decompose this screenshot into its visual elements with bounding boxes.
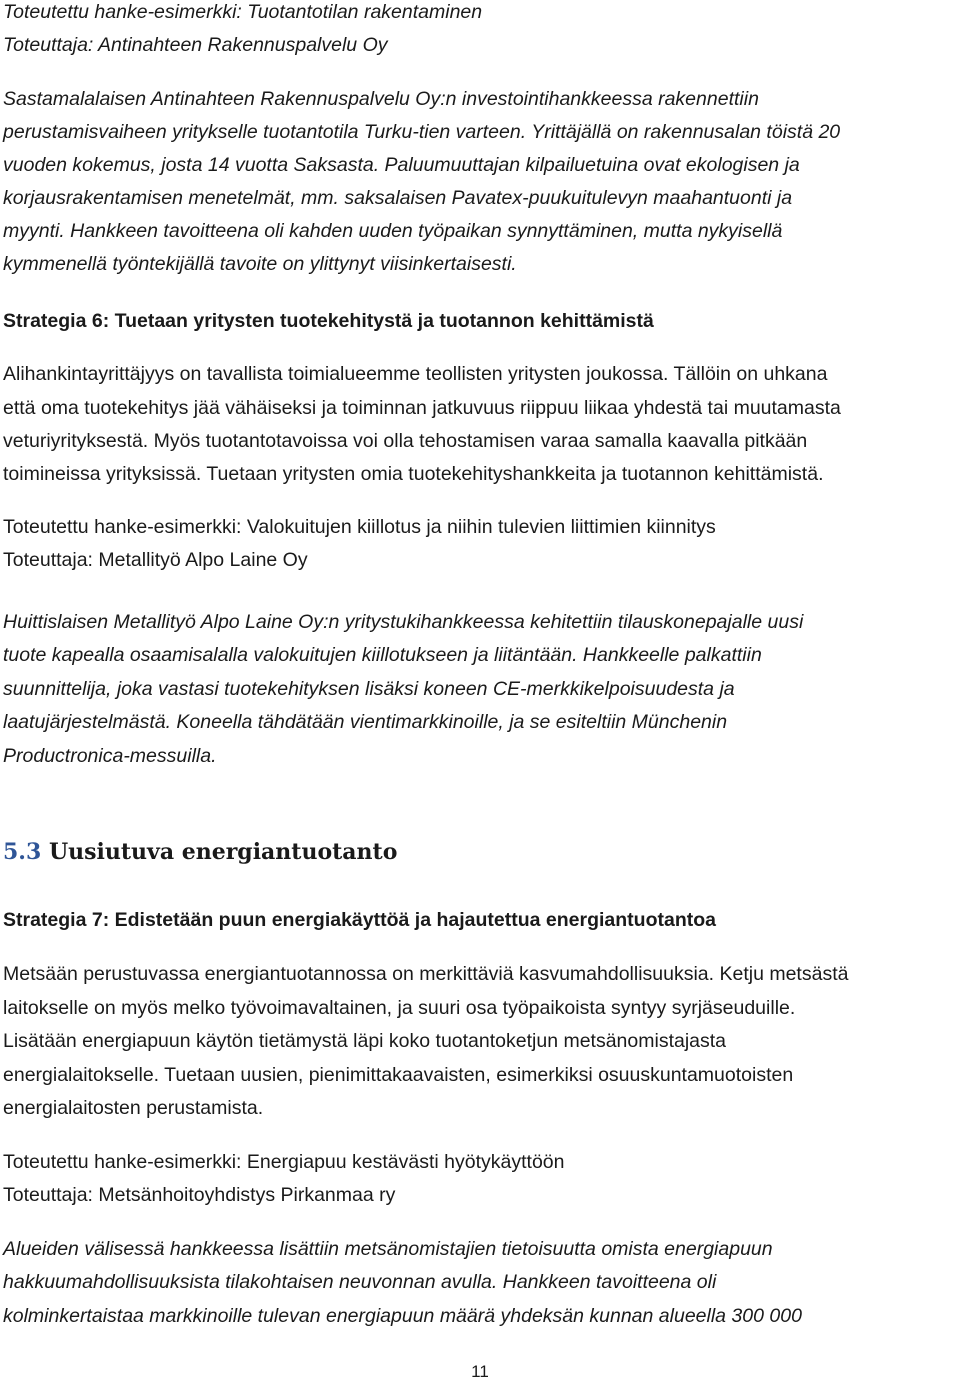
paragraph-line: laatujärjestelmästä. Koneella tähdätään vientimarkkinoille, ja se esiteltiin Münchenin [3,711,728,733]
section-number: 5.3 [3,839,42,865]
paragraph-line: Alueiden välisessä hankkeessa lisättiin metsänomistajien tietoisuutta omista energiapuun [3,1238,773,1260]
paragraph-line: Huittislaisen Metallityö Alpo Laine Oy:n yritystukihankkeessa kehitettiin tilauskonepajalle uusi [3,611,804,633]
paragraph-line: energialaitokselle. Tuetaan uusien, pienimittakaavaisten, esimerkiksi osuuskuntamuotoisten [3,1064,794,1086]
example-title-line: Toteutettu hanke-esimerkki: Tuotantotilan rakentaminen [3,1,483,23]
implementer-line: Toteuttaja: Metallityö Alpo Laine Oy [3,549,308,571]
strategy-heading: Strategia 6: Tuetaan yritysten tuotekehitystä ja tuotannon kehittämistä [3,310,654,332]
paragraph-line: suunnittelija, joka vastasi tuotekehityksen lisäksi koneen CE-merkkikelpoisuudesta ja [3,678,735,700]
implementer-line: Toteuttaja: Antinahteen Rakennuspalvelu Oy [3,34,388,56]
page-number: 11 [471,1362,489,1381]
paragraph-line: energialaitosten perustamista. [3,1097,264,1119]
paragraph-line: veturiyrityksestä. Myös tuotantotavoissa voi olla tehostamisen varaa samalla kaavalla pitkään [3,430,808,452]
paragraph-line: toimineissa yrityksissä. Tuetaan yritysten omia tuotekehityshankkeita ja tuotannon kehittämistä. [3,463,824,485]
paragraph-line: Productronica-messuilla. [3,745,217,767]
section-title: Uusiutuva energiantuotanto [48,839,398,865]
paragraph-line: Alihankintayrittäjyys on tavallista toimialueemme teollisten yritysten joukossa. Tällöin on uhkana [3,363,828,385]
paragraph-line: perustamisvaiheen yritykselle tuotantotila Turku-tien varteen. Yrittäjällä on rakennusalan töistä 20 [3,121,841,143]
paragraph-line: Sastamalalaisen Antinahteen Rakennuspalvelu Oy:n investointihankkeessa rakennettiin [3,88,759,110]
paragraph-line: tuote kapealla osaamisalalla valokuitujen kiillotukseen ja liitäntään. Hankkeelle palkattiin [3,644,762,666]
example-title-line: Toteutettu hanke-esimerkki: Energiapuu kestävästi hyötykäyttöön [3,1151,565,1173]
example-title-line: Toteutettu hanke-esimerkki: Valokuitujen kiillotus ja niihin tulevien liittimien kiinnitys [3,516,716,538]
section-heading [3,838,397,866]
paragraph-line: hakkuumahdollisuuksista tilakohtaisen neuvonnan avulla. Hankkeen tavoitteena oli [3,1271,717,1293]
paragraph-line: kolminkertaistaa markkinoille tulevan energiapuun määrä yhdeksän kunnan alueella 300 000 [3,1305,802,1327]
paragraph-line: myynti. Hankkeen tavoitteena oli kahden uuden työpaikan synnyttäminen, mutta nykyisellä [3,220,783,242]
paragraph-line: laitokselle on myös melko työvoimavaltainen, ja suuri osa työpaikoista syntyy syrjäseuduille. [3,997,796,1019]
implementer-line: Toteuttaja: Metsänhoitoyhdistys Pirkanmaa ry [3,1184,396,1206]
paragraph-line: Lisätään energiapuun käytön tietämystä läpi koko tuotantoketjun metsänomistajasta [3,1030,727,1052]
paragraph-line: vuoden kokemus, josta 14 vuotta Saksasta. Paluumuuttajan kilpailuetuina ovat ekologisen ja [3,154,800,176]
paragraph-line: kymmenellä työntekijällä tavoite on ylittynyt viisinkertaisesti. [3,253,517,275]
paragraph-line: että oma tuotekehitys jää vähäiseksi ja toiminnan jatkuvuus riippuu liikaa yhdestä tai muutamasta [3,397,841,419]
paragraph-line: Metsään perustuvassa energiantuotannossa on merkittäviä kasvumahdollisuuksia. Ketju metsästä [3,963,849,985]
strategy-heading: Strategia 7: Edistetään puun energiakäyttöä ja hajautettua energiantuotantoa [3,909,716,931]
paragraph-line: korjausrakentamisen menetelmät, mm. saksalaisen Pavatex-puukuitulevyn maahantuonti ja [3,187,793,209]
